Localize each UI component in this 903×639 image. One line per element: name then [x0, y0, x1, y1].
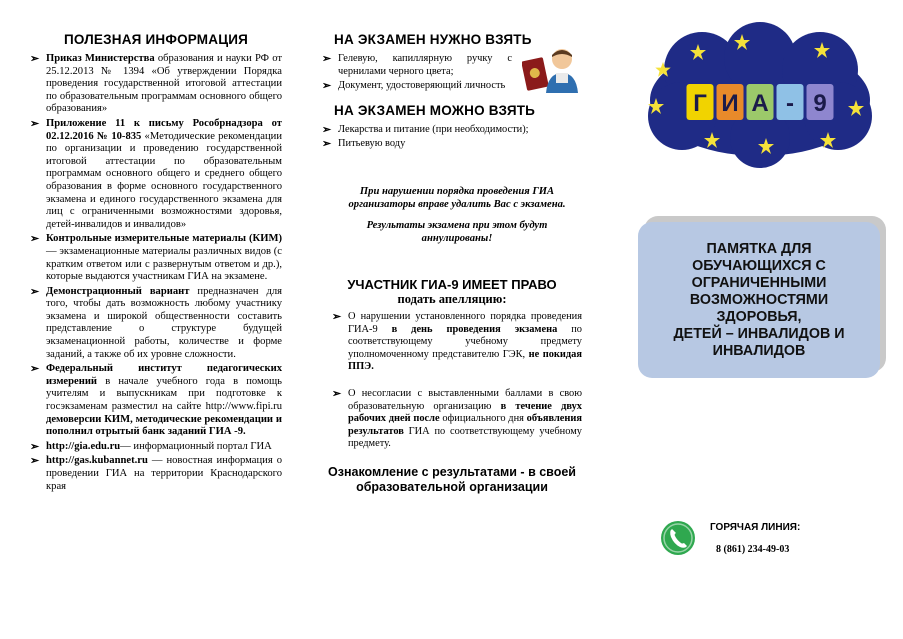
useful-info-title: ПОЛЕЗНАЯ ИНФОРМАЦИЯ	[63, 32, 249, 47]
exam-column	[322, 32, 582, 495]
chevron-icon: ➢	[322, 138, 332, 151]
cover-column	[620, 0, 903, 639]
item-text: — информационный портал ГИА	[120, 440, 272, 452]
list-item	[30, 53, 282, 116]
familiarization-text: Ознакомление с результатами - в своей образовательной организации	[328, 464, 576, 494]
item-bold: в день проведения экзамена	[391, 323, 558, 335]
item-bold: http://gas.kubannet.ru	[46, 455, 148, 467]
memo-line: ОГРАНИЧЕННЫМИ	[691, 274, 827, 291]
item-bold: http://gia.edu.ru	[46, 440, 121, 452]
item-bold: демоверсии КИМ, методические рекомендации и пополнил отрытый банк заданий ГИА -9.	[46, 413, 282, 438]
gia9-logo	[642, 20, 878, 170]
chevron-icon: ➢	[322, 53, 332, 65]
chevron-icon: ➢	[30, 440, 40, 453]
item-text: О несогласии с выставленными баллами в свою образовательную организацию	[348, 387, 582, 412]
item-text: — новостная информация о проведении ГИА на территории Краснодарского края	[46, 455, 282, 492]
violation-notice	[322, 185, 572, 245]
take-title: НА ЭКЗАМЕН НУЖНО ВЗЯТЬ	[334, 32, 532, 47]
useful-info-list	[30, 53, 282, 493]
memo-title-box	[638, 222, 880, 378]
memo-line: ДЕТЕЙ – ИНВАЛИДОВ И	[673, 325, 845, 342]
list-item	[332, 388, 582, 451]
passport-person-icon	[522, 45, 580, 95]
list-item	[30, 441, 282, 454]
appeal-block	[322, 277, 582, 495]
chevron-icon: ➢	[30, 117, 40, 130]
memo-line: ЗДОРОВЬЯ,	[716, 308, 802, 325]
logo-letter: 9	[813, 90, 827, 117]
chevron-icon: ➢	[332, 387, 342, 400]
memo-line: ПАМЯТКА ДЛЯ	[706, 240, 812, 257]
list-item	[322, 80, 512, 93]
notice-text: При нарушении порядка проведения ГИА организаторы вправе удалить Вас с экзамена.	[348, 185, 566, 210]
logo-letter: И	[721, 90, 739, 117]
list-item	[30, 363, 282, 439]
rights-title: УЧАСТНИК ГИА-9 ИМЕЕТ ПРАВО	[347, 276, 557, 292]
list-item	[30, 286, 282, 362]
item-bold: Контрольные измерительные материалы (КИМ)	[46, 233, 282, 245]
hotline-label: ГОРЯЧАЯ ЛИНИЯ:	[710, 522, 801, 533]
useful-info-column	[30, 32, 282, 495]
item-text: ГИА по соответствующему учебному предмету.	[348, 425, 582, 450]
item-bold: Приложение 11 к письму Рособрнадзора от 02.12.2016 № 10-835	[46, 117, 282, 142]
item-text: О нарушении установленного порядка проведения ГИА-9	[348, 310, 582, 335]
chevron-icon: ➢	[332, 310, 342, 323]
logo-tiles	[687, 84, 834, 120]
take-block	[322, 53, 582, 93]
chevron-icon: ➢	[30, 285, 40, 298]
item-text: предназначен для того, чтобы дать возможность любому участнику экзамена и широкой общественности составить представление о структуре будущей экзаменационной работы, количестве и форме заданий, а также об их уровне сложности.	[46, 285, 282, 360]
list-item	[322, 138, 582, 151]
rights-subtitle: подать апелляцию:	[397, 291, 507, 306]
hotline-block	[660, 520, 880, 560]
logo-letter: -	[786, 90, 794, 117]
chevron-icon: ➢	[30, 363, 40, 376]
chevron-icon: ➢	[30, 53, 40, 65]
item-bold: не покидая ППЭ.	[348, 348, 582, 373]
list-item	[30, 233, 282, 283]
item-text: Документ, удостоверяющий личность	[338, 80, 506, 92]
item-bold: в течение двух рабочих дней после	[348, 400, 582, 425]
item-text: — экзаменационные материалы различных видов (с кратким ответом или с развернутым ответом и др.), которые выдаются участникам ГИА на экзамене.	[46, 245, 282, 283]
phone-icon	[660, 520, 696, 556]
logo-letter: Г	[693, 90, 707, 117]
item-text: Лекарства и питание (при необходимости);	[338, 123, 529, 135]
take-list	[322, 53, 512, 93]
item-text: «Методические рекомендации по организации и проведению государственной итоговой аттестации по образовательным программам основного общего и среднего общего образования в форме основного государственного экзамена и единого государственного экзамена для лиц с ограниченными возможностями здоровья, детей-инвалидов и инвалидов»	[46, 130, 282, 230]
item-text: Гелевую, капиллярную ручку с чернилами черного цвета;	[338, 53, 512, 77]
chevron-icon: ➢	[322, 80, 332, 93]
item-text: в начале учебного года в помощь учителям и выпускникам при подготовке к госэкзаменам разместил на сайте http://www.fipi.ru	[46, 375, 282, 413]
list-item	[332, 311, 582, 374]
memo-line: ИНВАЛИДОВ	[712, 342, 806, 359]
may-title: НА ЭКЗАМЕН МОЖНО ВЗЯТЬ	[334, 102, 536, 118]
item-text: официального дня	[439, 413, 527, 425]
item-bold: Демонстрационный вариант	[46, 285, 190, 297]
item-bold: объявления результатов	[348, 413, 582, 437]
chevron-icon: ➢	[322, 123, 332, 136]
list-item	[30, 455, 282, 493]
hotline-number: 8 (861) 234-49-03	[716, 544, 790, 555]
memo-title	[673, 241, 844, 360]
item-bold: Приказ Министерства	[46, 53, 155, 64]
item-bold: Федеральный институт педагогических измерений	[46, 363, 282, 387]
list-item	[322, 124, 582, 137]
item-text: по соответствующему учебному предмету уполномоченному представителю ГЭК,	[348, 323, 582, 360]
chevron-icon: ➢	[30, 455, 40, 468]
item-text: Питьевую воду	[338, 138, 406, 150]
list-item	[322, 53, 512, 78]
may-list	[322, 124, 582, 151]
item-text: образования и науки РФ от 25.12.2013 № 1394 «Об утверждении Порядка проведения государственной итоговой аттестации по образовательным программам основного общего образования»	[46, 53, 282, 115]
chevron-icon: ➢	[30, 233, 40, 246]
memo-line: ОБУЧАЮЩИХСЯ С	[692, 257, 826, 274]
notice-text: Результаты экзамена при этом будут аннулированы!	[366, 219, 548, 244]
logo-letter: А	[751, 90, 769, 117]
list-item	[30, 118, 282, 231]
memo-line: ВОЗМОЖНОСТЯМИ	[689, 291, 829, 308]
appeal-list	[322, 311, 582, 451]
